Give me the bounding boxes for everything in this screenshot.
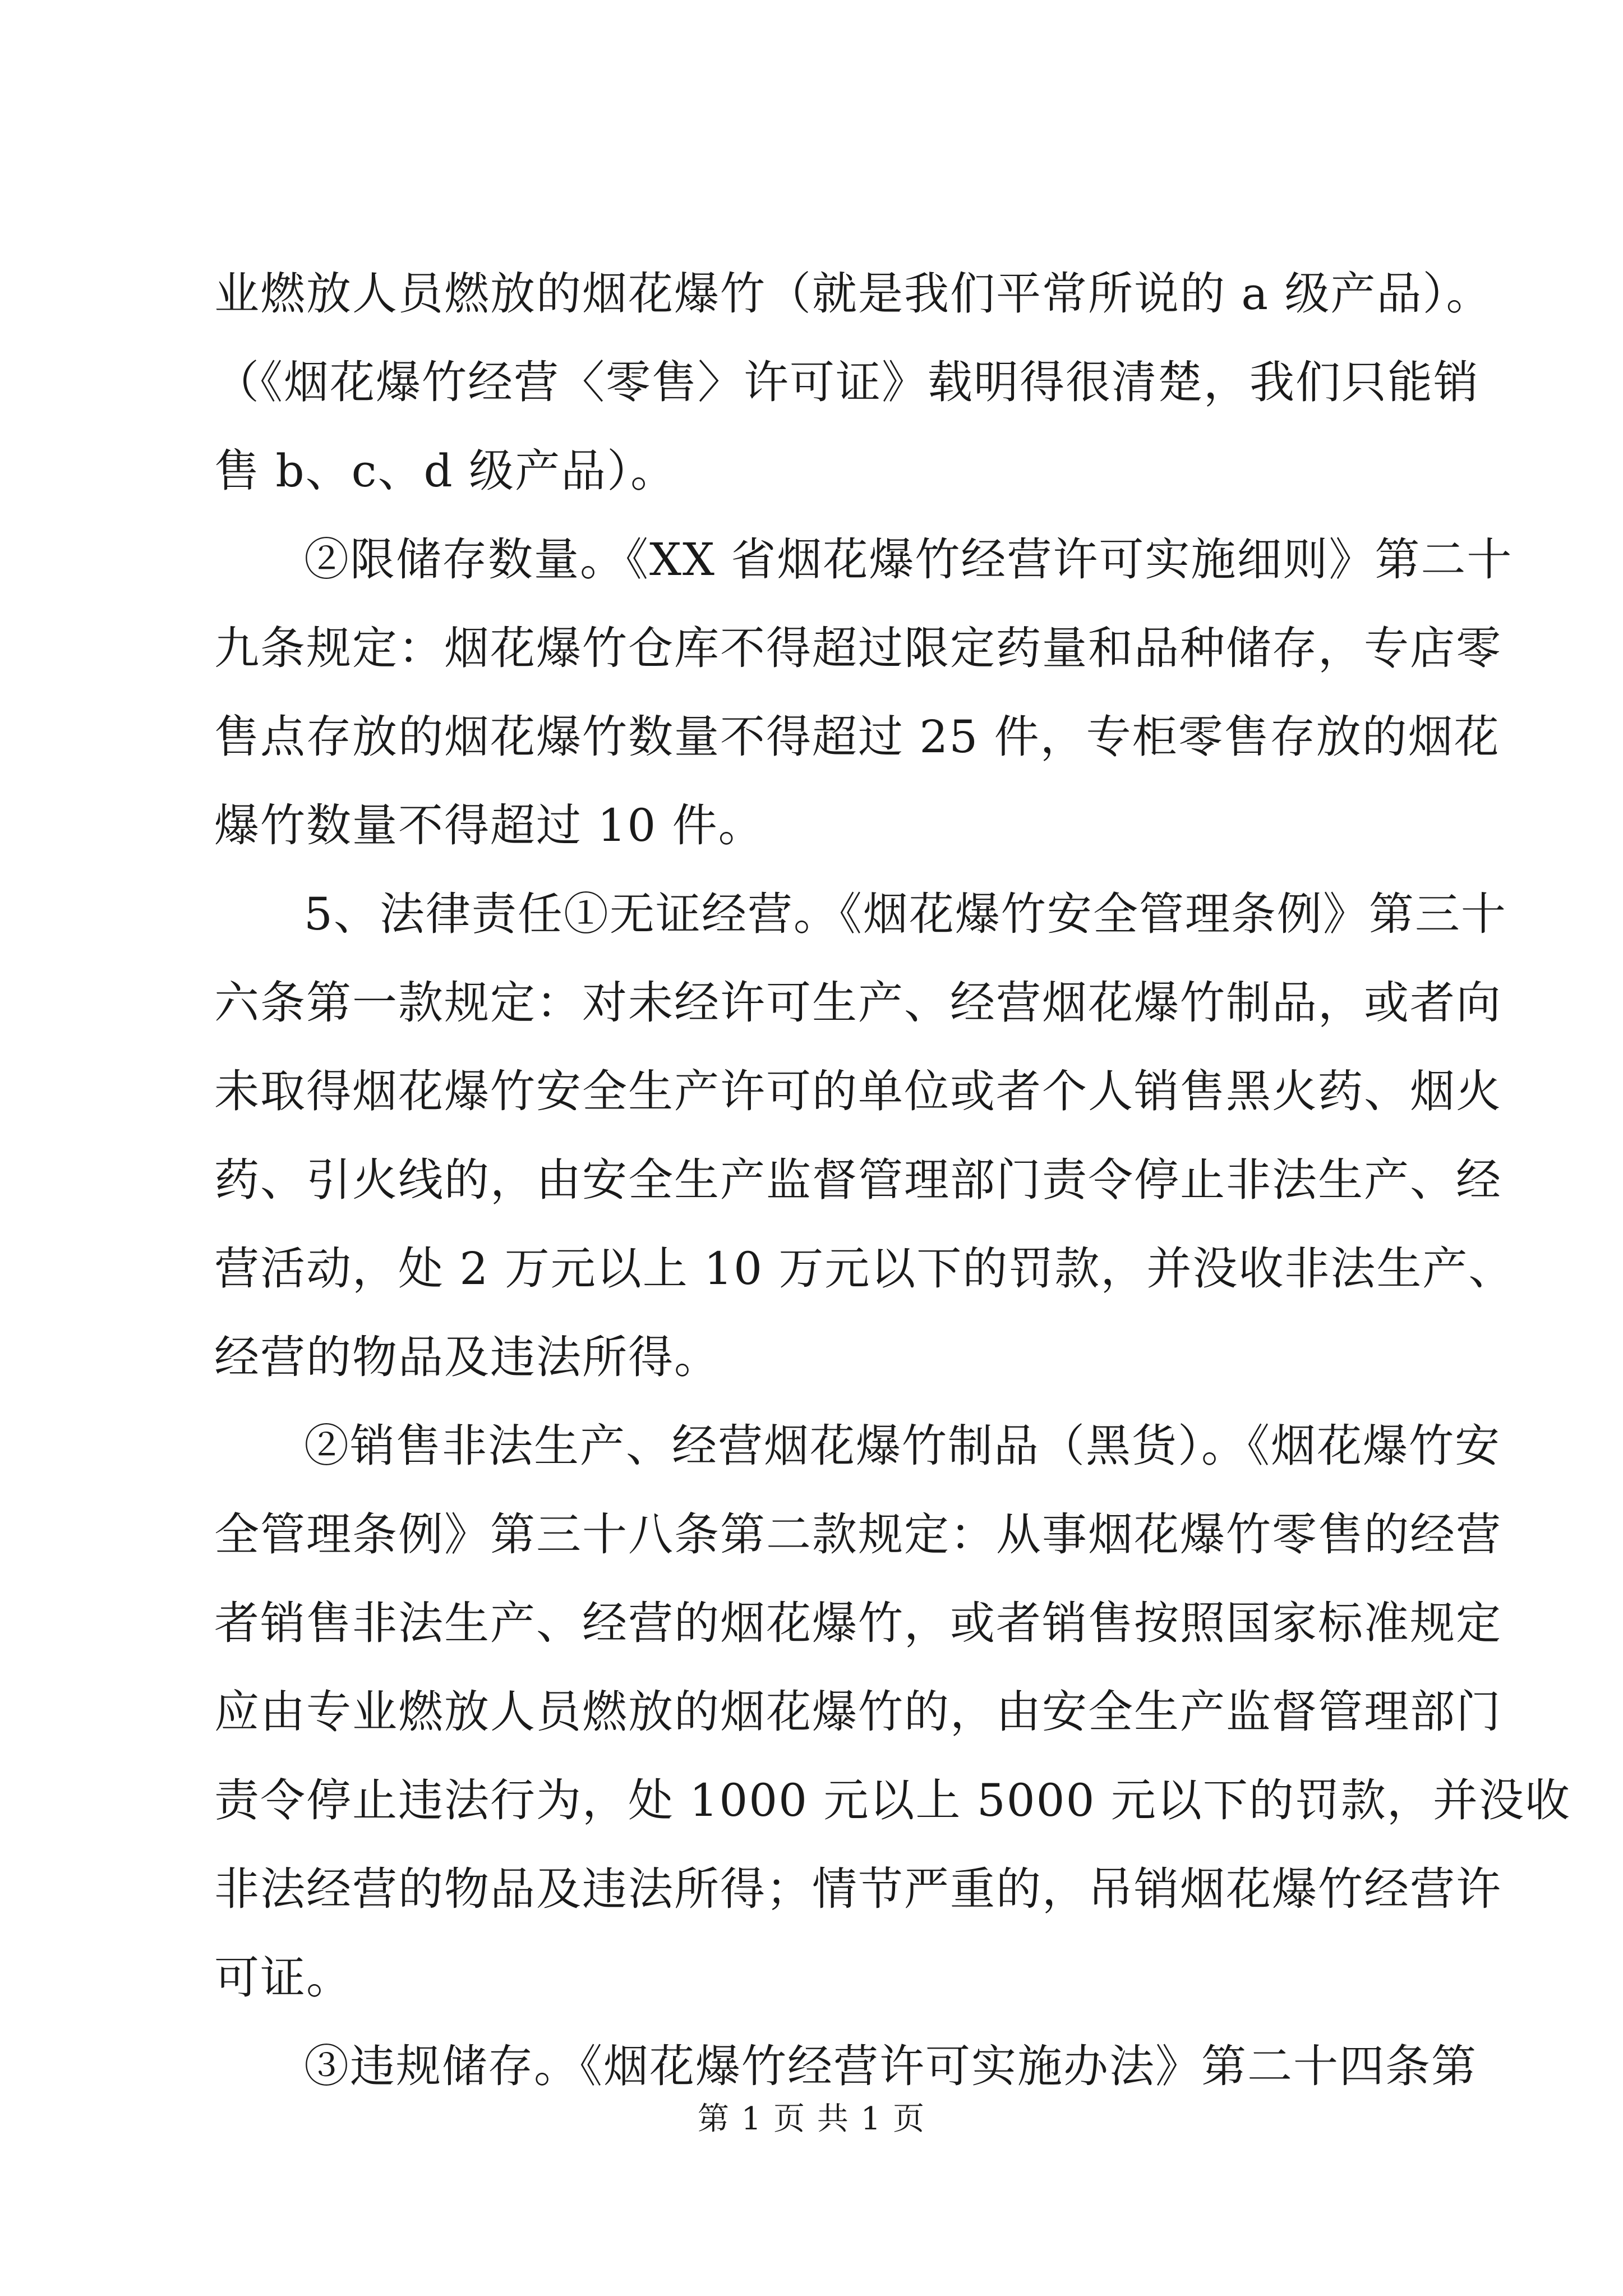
paragraph-first-line: ③违规储存。《烟花爆竹经营许可实施办法》第二十四条第	[304, 2040, 1477, 2092]
text-line: 未取得烟花爆竹安全生产许可的单位或者个人销售黑火药、烟火	[214, 1065, 1502, 1117]
text-line: 经营的物品及违法所得。	[214, 1331, 720, 1383]
text-line: 药、引火线的，由安全生产监督管理部门责令停止非法生产、经	[214, 1154, 1502, 1206]
document-body	[214, 250, 1571, 2111]
text-line: （《烟花爆竹经营〈零售〉许可证》载明得很清楚，我们只能销	[214, 356, 1479, 408]
paragraph-first-line: ②限储存数量。《XX 省烟花爆竹经营许可实施细则》第二十	[304, 533, 1513, 586]
text-line: 营活动，处 2 万元以上 10 万元以下的罚款，并没收非法生产、	[214, 1243, 1515, 1295]
paragraph-first-line: ②销售非法生产、经营烟花爆竹制品（黑货）。《烟花爆竹安	[304, 1420, 1501, 1472]
text-line: 可证。	[214, 1952, 352, 2004]
text-line: 六条第一款规定：对未经许可生产、经营烟花爆竹制品，或者向	[214, 977, 1502, 1029]
text-line: 爆竹数量不得超过 10 件。	[214, 799, 764, 852]
text-line: 应由专业燃放人员燃放的烟花爆竹的，由安全生产监督管理部门	[214, 1686, 1502, 1738]
page-number-footer: 第 1 页 共 1 页	[697, 2101, 926, 2137]
text-line: 者销售非法生产、经营的烟花爆竹，或者销售按照国家标准规定	[214, 1597, 1502, 1649]
text-line: 责令停止违法行为，处 1000 元以上 5000 元以下的罚款，并没收	[214, 1774, 1571, 1826]
text-line: 售 b、c、d 级产品）。	[214, 445, 677, 497]
text-line: 非法经营的物品及违法所得；情节严重的，吊销烟花爆竹经营许	[214, 1863, 1502, 1915]
text-line: 售点存放的烟花爆竹数量不得超过 25 件，专柜零售存放的烟花	[214, 711, 1500, 763]
text-line: 全管理条例》第三十八条第二款规定：从事烟花爆竹零售的经营	[214, 1508, 1502, 1561]
paragraph-first-line: 5、法律责任①无证经营。《烟花爆竹安全管理条例》第三十	[304, 888, 1507, 940]
text-line: 业燃放人员燃放的烟花爆竹（就是我们平常所说的 a 级产品）。	[214, 268, 1492, 320]
text-line: 九条规定：烟花爆竹仓库不得超过限定药量和品种储存，专店零	[214, 622, 1502, 674]
